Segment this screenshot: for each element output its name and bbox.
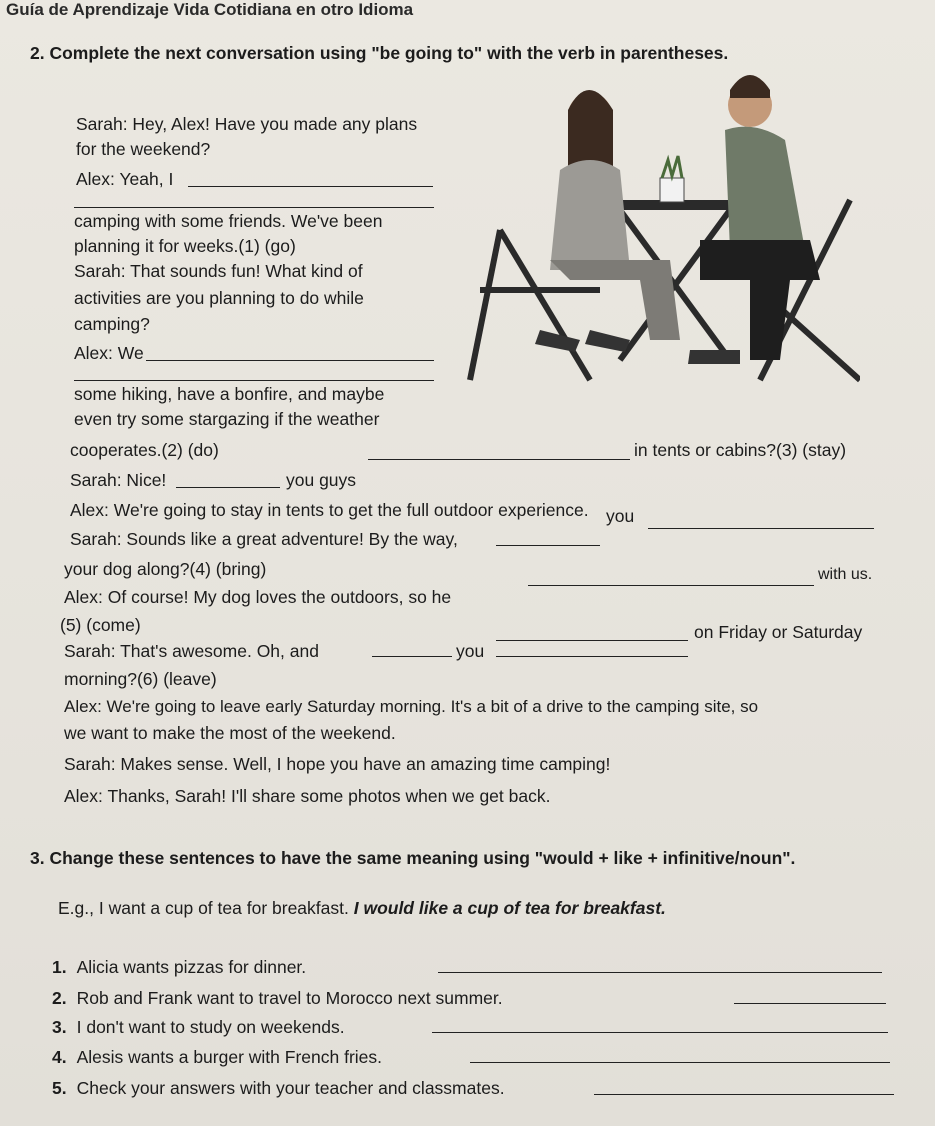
dialogue-line: for the weekend?	[76, 139, 211, 159]
dialogue-line: you guys	[286, 470, 357, 490]
answer-line-1[interactable]	[438, 972, 882, 973]
dialogue-line: Sarah: Nice!	[70, 470, 167, 490]
answer-blank-3b[interactable]	[176, 487, 280, 488]
section3-instruction: Change these sentences to have the same meaning using "would + like + infinitive/noun".	[49, 848, 796, 868]
answer-line-5[interactable]	[594, 1094, 894, 1095]
dialogue-line: Sarah: Makes sense. Well, I hope you have an amazing time camping!	[64, 754, 611, 774]
dialogue-line: Sarah: Sounds like a great adventure! By the way,	[70, 529, 458, 549]
answer-blank-6a[interactable]	[372, 656, 452, 657]
dialogue-line: Alex: We	[74, 343, 144, 363]
answer-line-3[interactable]	[432, 1032, 888, 1033]
dialogue-line: some hiking, have a bonfire, and maybe	[74, 384, 385, 404]
example-answer: I would like a cup of tea for breakfast.	[353, 898, 666, 918]
dialogue-line: you	[456, 641, 485, 661]
section2-number: 2.	[30, 43, 45, 63]
answer-blank-2b[interactable]	[74, 380, 434, 381]
dialogue-line: even try some stargazing if the weather	[74, 409, 380, 429]
section3-number: 3.	[30, 848, 45, 868]
dialogue-line: you	[606, 506, 635, 526]
answer-blank-3a[interactable]	[368, 459, 630, 460]
section3-instruction-row	[30, 848, 795, 868]
dialogue-line: Alex: Thanks, Sarah! I'll share some photos when we get back.	[64, 786, 551, 806]
answer-blank-4b[interactable]	[648, 528, 874, 529]
dialogue-line: activities are you planning to do while	[74, 288, 364, 308]
answer-line-2[interactable]	[734, 1003, 886, 1004]
example-prefix: E.g., I want a cup of tea for breakfast.	[58, 898, 349, 918]
section2-instruction: Complete the next conversation using "be going to" with the verb in parentheses.	[49, 43, 729, 63]
page-header: Guía de Aprendizaje Vida Cotidiana en otro Idioma	[6, 0, 414, 19]
dialogue-line: your dog along?(4) (bring)	[64, 559, 267, 579]
exercise-item: 2. Rob and Frank want to travel to Morocco next summer.	[52, 988, 503, 1008]
answer-blank-1b[interactable]	[74, 207, 434, 208]
exercise-item: 5. Check your answers with your teacher and classmates.	[52, 1078, 505, 1098]
dialogue-line: Sarah: That sounds fun! What kind of	[74, 261, 363, 281]
couple-at-table-illustration	[440, 60, 860, 390]
dialogue-line: Alex: We're going to stay in tents to get the full outdoor experience.	[70, 500, 589, 520]
dialogue-line: in tents or cabins?(3) (stay)	[634, 440, 847, 460]
dialogue-line: Sarah: That's awesome. Oh, and	[64, 641, 319, 661]
dialogue-line: cooperates.(2) (do)	[70, 440, 219, 460]
dialogue-line: Sarah: Hey, Alex! Have you made any plans	[76, 114, 418, 134]
answer-blank-1a[interactable]	[188, 186, 433, 187]
exercise-item: 3. I don't want to study on weekends.	[52, 1017, 345, 1037]
dialogue-line: camping with some friends. We've been	[74, 211, 383, 231]
exercise-item: 4. Alesis wants a burger with French fries.	[52, 1047, 383, 1067]
answer-blank-5b[interactable]	[496, 640, 688, 641]
dialogue-line: morning?(6) (leave)	[64, 669, 217, 689]
dialogue-line: (5) (come)	[60, 615, 141, 635]
dialogue-line: camping?	[74, 314, 150, 334]
dialogue-line: on Friday or Saturday	[694, 622, 863, 642]
example-row	[58, 898, 666, 918]
dialogue-line: Alex: We're going to leave early Saturday morning. It's a bit of a drive to the camping site, so	[64, 697, 759, 716]
dialogue-line: Alex: Of course! My dog loves the outdoors, so he	[64, 587, 452, 607]
answer-blank-2a[interactable]	[146, 360, 434, 361]
exercise-item: 1. Alicia wants pizzas for dinner.	[52, 957, 307, 977]
answer-blank-5a[interactable]	[528, 585, 814, 586]
answer-blank-4a[interactable]	[496, 545, 600, 546]
dialogue-line: we want to make the most of the weekend.	[64, 723, 396, 743]
dialogue-line: planning it for weeks.(1) (go)	[74, 236, 296, 256]
dialogue-line: with us.	[818, 566, 873, 583]
answer-line-4[interactable]	[470, 1062, 890, 1063]
answer-blank-6b[interactable]	[496, 656, 688, 657]
dialogue-line: Alex: Yeah, I	[76, 169, 174, 189]
